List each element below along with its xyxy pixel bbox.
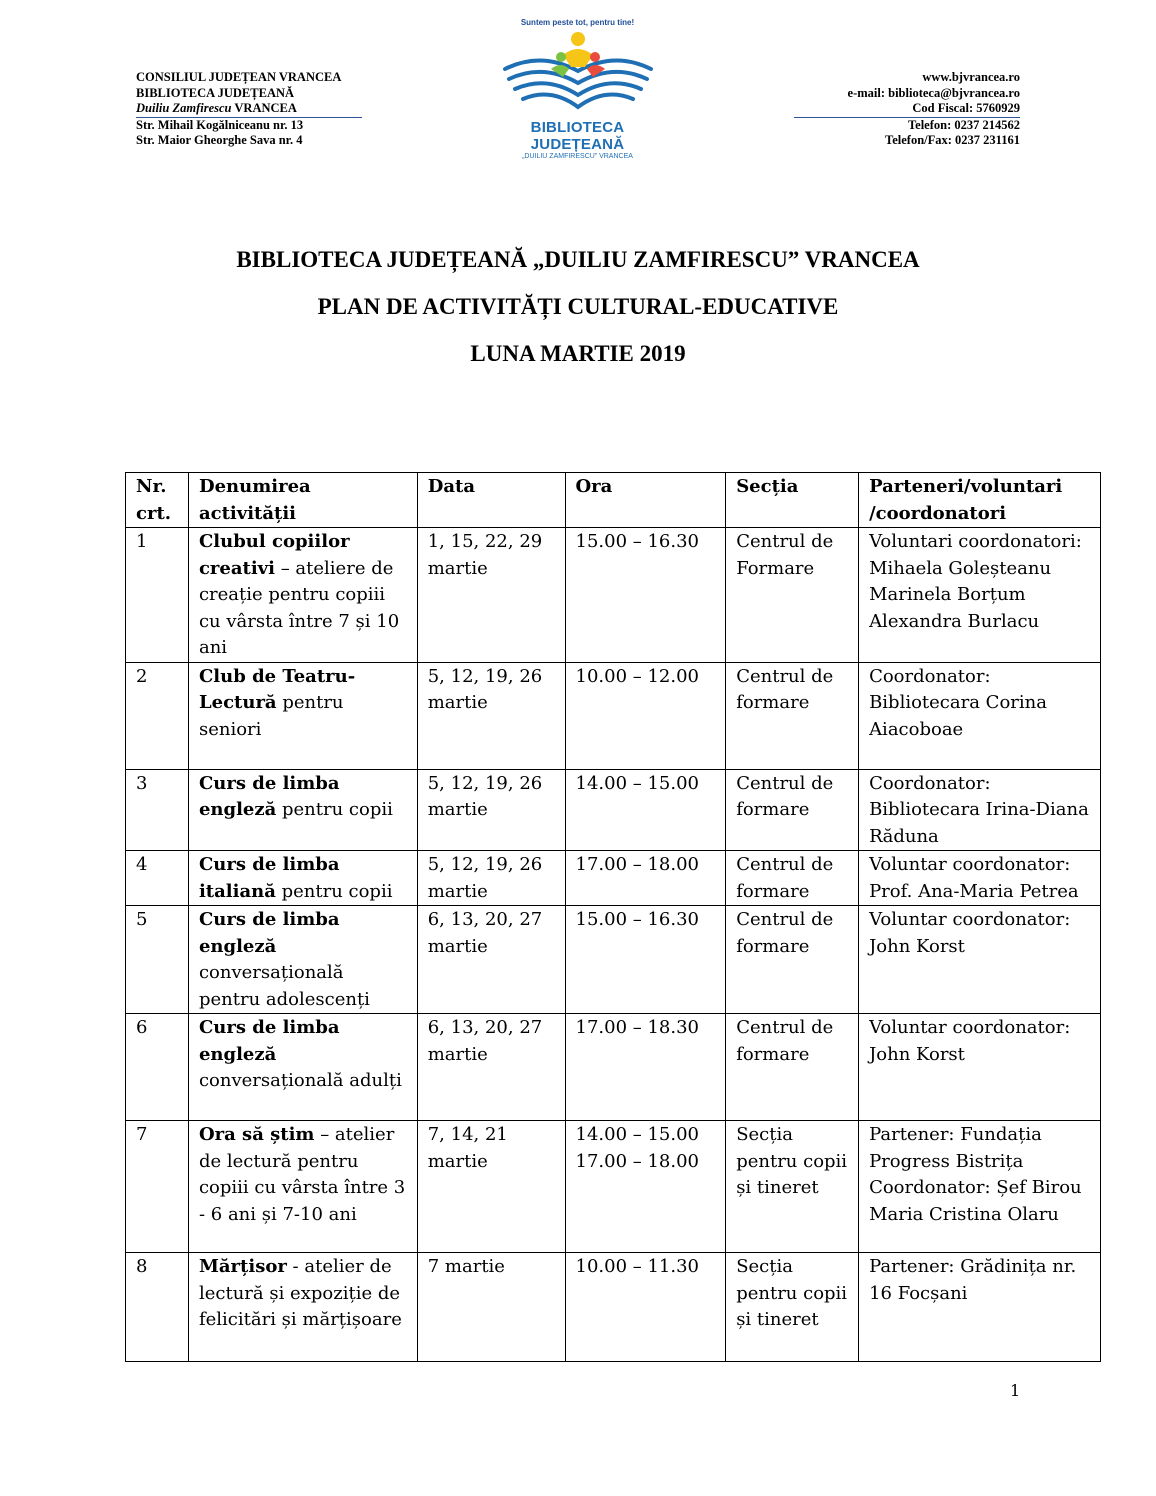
cell-time: 15.00 – 16.30 [565, 528, 726, 663]
activity-description: conversațională pentru adolescenți [198, 962, 370, 1010]
table-row [126, 769, 1101, 851]
activity-name: Mărțisor [198, 1256, 287, 1277]
logo-subtitle: „DUILIU ZAMFIRESCU” VRANCEA [522, 153, 633, 160]
cell-activity [188, 851, 417, 906]
cell-partners: Voluntar coordonator: John Korst [859, 1014, 1101, 1121]
cell-time: 17.00 – 18.00 [565, 851, 726, 906]
cell-date: 5, 12, 19, 26 martie [417, 662, 565, 769]
cell-nr: 5 [126, 906, 189, 1014]
header-street-1: Str. Mihail Kogălniceanu nr. 13 [136, 117, 304, 132]
header-activity: Denumirea activității [188, 473, 417, 528]
table-row [126, 1014, 1101, 1121]
title-plan: PLAN DE ACTIVITĂȚI CULTURAL-EDUCATIVE [317, 294, 839, 319]
cell-activity [188, 1253, 417, 1362]
cell-section: Centrul de Formare [726, 528, 859, 663]
header-email: e-mail: biblioteca@bjvrancea.ro [847, 85, 1020, 100]
activities-table [125, 472, 1101, 1362]
table-row [126, 1253, 1101, 1362]
cell-time: 14.00 – 15.00 [565, 769, 726, 851]
cell-time: 15.00 – 16.30 [565, 906, 726, 1014]
cell-activity [188, 662, 417, 769]
cell-date: 6, 13, 20, 27 martie [417, 1014, 565, 1121]
cell-partners: Partener: Fundația Progress Bistrița Coordonator: Șef Birou Maria Cristina Olaru [859, 1121, 1101, 1253]
activity-description: pentru copii [275, 880, 393, 902]
cell-date: 6, 13, 20, 27 martie [417, 906, 565, 1014]
table-row [126, 528, 1101, 663]
header-date: Data [417, 473, 565, 528]
cell-nr: 2 [126, 662, 189, 769]
cell-date: 5, 12, 19, 26 martie [417, 851, 565, 906]
cell-nr: 3 [126, 769, 189, 851]
table-row [126, 662, 1101, 769]
cell-section: Secția pentru copii și tineret [726, 1121, 859, 1253]
cell-nr: 6 [126, 1014, 189, 1121]
cell-activity [188, 906, 417, 1014]
cell-partners: Partener: Grădinița nr. 16 Focșani [859, 1253, 1101, 1362]
header-time: Ora [565, 473, 726, 528]
cell-nr: 1 [126, 528, 189, 663]
cell-activity [188, 769, 417, 851]
header-fax: Telefon/Fax: 0237 231161 [885, 133, 1020, 147]
logo-figure-green [556, 52, 566, 62]
activity-description: conversațională adulți [198, 1070, 402, 1091]
header-phone: Telefon: 0237 214562 [907, 117, 1020, 132]
header-nr: Nr. crt. [126, 473, 189, 528]
cell-nr: 4 [126, 851, 189, 906]
header-left-address [136, 70, 362, 149]
activity-description: pentru copii [276, 799, 393, 820]
header-fiscal-code: Cod Fiscal: 5760929 [794, 101, 1020, 118]
cell-time: 17.00 – 18.30 [565, 1014, 726, 1121]
title-month: LUNA MARTIE 2019 [470, 341, 686, 366]
activity-name: Curs de limba engleză [198, 909, 340, 957]
activity-description: – atelier de lectură pentru copiii cu vârsta între 3 - 6 ani și 7-10 ani [198, 1124, 406, 1225]
library-logo [490, 18, 665, 168]
header-street-2: Str. Maior Gheorghe Sava nr. 4 [136, 133, 303, 147]
cell-date: 7 martie [417, 1253, 565, 1362]
activity-name: Club de Teatru-Lectură [198, 665, 356, 713]
header-library: BIBLIOTECA JUDEȚEANĂ [136, 85, 295, 100]
cell-section: Centrul de formare [726, 662, 859, 769]
open-book-icon [493, 27, 663, 113]
cell-partners: Voluntar coordonator: Prof. Ana-Maria Petrea [859, 851, 1101, 906]
cell-time: 10.00 – 12.00 [565, 662, 726, 769]
cell-nr: 7 [126, 1121, 189, 1253]
activity-description: – ateliere de creație pentru copiii cu vârsta între 7 și 10 ani [198, 557, 400, 658]
cell-partners: Coordonator: Bibliotecara Corina Aiacoboae [859, 662, 1101, 769]
cell-time: 10.00 – 11.30 [565, 1253, 726, 1362]
cell-section: Centrul de formare [726, 851, 859, 906]
table-row [126, 851, 1101, 906]
cell-section: Centrul de formare [726, 769, 859, 851]
header-council: CONSILIUL JUDEȚEAN VRANCEA [136, 70, 342, 84]
page-number: 1 [1010, 1381, 1021, 1400]
logo-slogan: Suntem peste tot, pentru tine! [520, 18, 635, 27]
header-section: Secția [726, 473, 859, 528]
activity-description: pentru seniori [198, 692, 344, 740]
activity-description: - atelier de lectură și expoziție de felicitări și mărțișoare [198, 1256, 402, 1330]
header-library-name: Duiliu Zamfirescu VRANCEA [136, 101, 362, 118]
table-header-row [126, 473, 1101, 528]
cell-section: Secția pentru copii și tineret [726, 1253, 859, 1362]
cell-section: Centrul de formare [726, 906, 859, 1014]
table-row [126, 1121, 1101, 1253]
cell-date: 7, 14, 21 martie [417, 1121, 565, 1253]
cell-time: 14.00 – 15.00 17.00 – 18.00 [565, 1121, 726, 1253]
activity-name: Clubul copiilor creativi [198, 531, 350, 579]
header-website: www.bjvrancea.ro [922, 70, 1020, 84]
title-library: BIBLIOTECA JUDEȚEANĂ „DUILIU ZAMFIRESCU” VRANCEA [236, 247, 920, 272]
document-titles [0, 244, 1156, 385]
cell-partners: Coordonator: Bibliotecara Irina-Diana Răduna [859, 769, 1101, 851]
cell-nr: 8 [126, 1253, 189, 1362]
header-partners: Parteneri/voluntari /coordonatori [859, 473, 1101, 528]
cell-partners: Voluntar coordonator: John Korst [859, 906, 1101, 1014]
logo-figure-yellow [571, 32, 585, 46]
cell-activity [188, 1014, 417, 1121]
cell-section: Centrul de formare [726, 1014, 859, 1121]
header-right-contact [794, 70, 1020, 149]
cell-date: 5, 12, 19, 26 martie [417, 769, 565, 851]
cell-activity [188, 528, 417, 663]
logo-name: BIBLIOTECA JUDEȚEANĂ [530, 119, 625, 153]
cell-partners: Voluntari coordonatori: Mihaela Goleșteanu Marinela Borțum Alexandra Burlacu [859, 528, 1101, 663]
cell-activity [188, 1121, 417, 1253]
logo-figure-red [590, 52, 600, 62]
activity-name: Curs de limba engleză [198, 1017, 340, 1065]
cell-date: 1, 15, 22, 29 martie [417, 528, 565, 663]
activity-name: Curs de limba engleză [198, 772, 340, 820]
table-row [126, 906, 1101, 1014]
activity-name: Curs de limba italiană [198, 854, 340, 902]
activity-name: Ora să știm [198, 1124, 315, 1145]
